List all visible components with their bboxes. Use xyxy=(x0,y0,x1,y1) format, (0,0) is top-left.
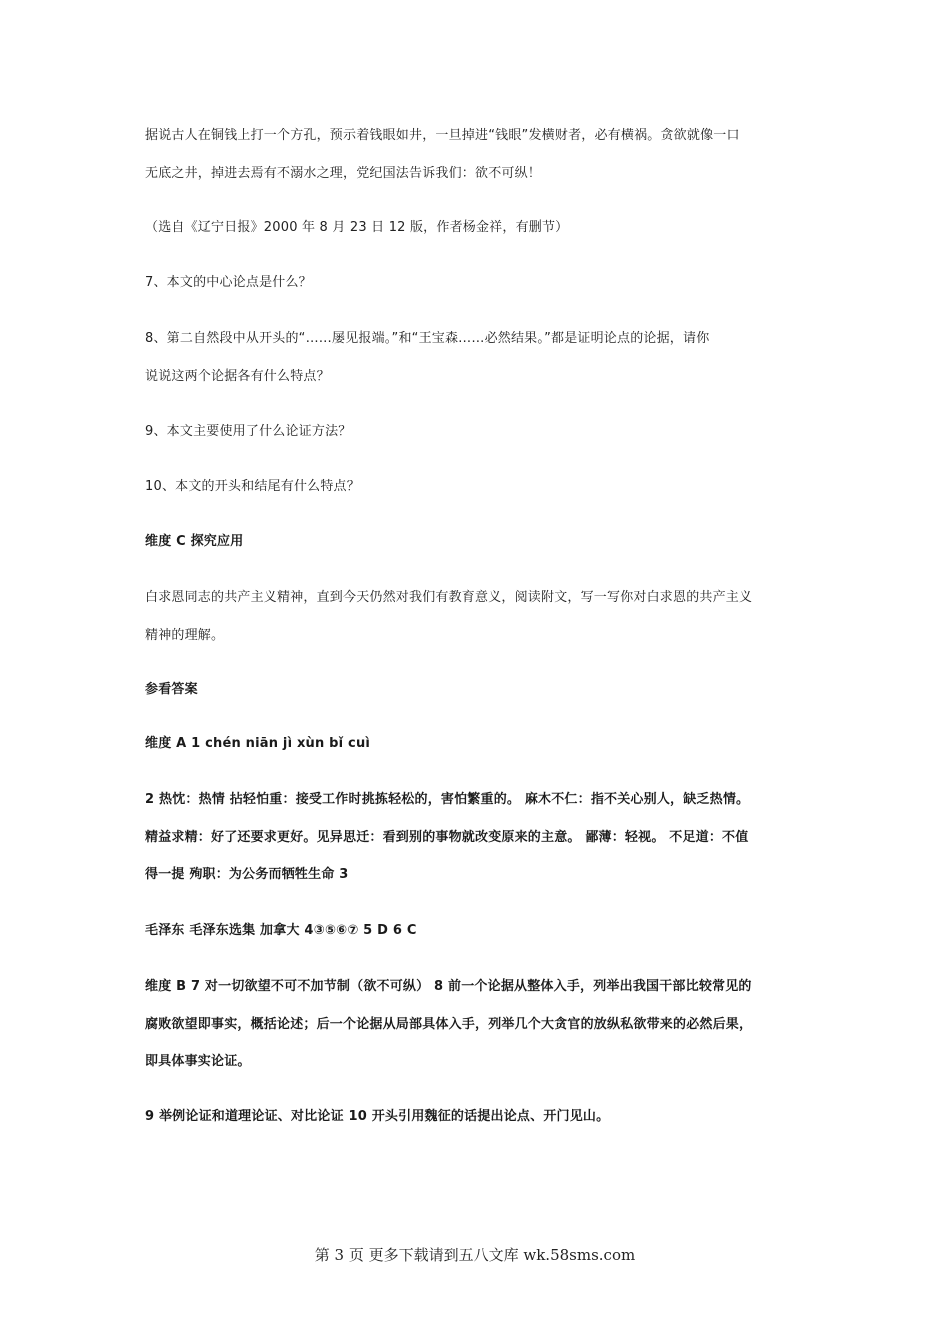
question-7: 7、本文的中心论点是什么？ xyxy=(145,275,312,290)
question-8-line: 说说这两个论据各有什么特点？ xyxy=(145,369,330,384)
answer-line: 2 热忱：热情 拈轻怕重：接受工作时挑拣轻松的，害怕繁重的。 麻木不仁：指不关心别人，缺乏热情。 xyxy=(145,792,750,807)
answer-line: 即具体事实论证。 xyxy=(145,1054,251,1069)
answers-heading: 参看答案 xyxy=(145,682,198,697)
answer-line: 腐败欲望即事实，概括论述；后一个论据从局部具体入手，列举几个大贪官的放纵私欲带来的必然后果， xyxy=(145,1017,753,1032)
paragraph-line: 无底之井，掉进去焉有不溺水之理，党纪国法告诉我们：欲不可纵！ xyxy=(145,166,542,181)
paragraph-line: 白求恩同志的共产主义精神，直到今天仍然对我们有教育意义，阅读附文，写一写你对白求恩的共产主义 xyxy=(145,590,753,605)
answer-line: 维度 A 1 chén niān jì xùn bǐ cuì xyxy=(145,736,371,751)
answer-line: 精益求精：好了还要求更好。见异思迁：看到别的事物就改变原来的主意。 鄙薄：轻视。 不足道：不值 xyxy=(145,830,749,845)
question-8-line: 8、第二自然段中从开头的“……屡见报端。”和“王宝森……必然结果。”都是证明论点的论据，请你 xyxy=(145,331,710,346)
page-footer: 第 3 页 更多下载请到五八文库 wk.58sms.com xyxy=(314,1246,636,1264)
answer-line: 维度 B 7 对一切欲望不可不加节制（欲不可纵） 8 前一个论据从整体入手，列举出我国干部比较常见的 xyxy=(145,979,752,994)
section-heading-dimension-c: 维度 C 探究应用 xyxy=(145,534,244,549)
source-citation: （选自《辽宁日报》2000 年 8 月 23 日 12 版，作者杨金祥，有删节） xyxy=(145,220,569,235)
answer-line: 得一提 殉职：为公务而牺牲生命 3 xyxy=(145,867,349,882)
answer-line: 9 举例论证和道理论证、对比论证 10 开头引用魏征的话提出论点、开门见山。 xyxy=(145,1109,610,1124)
paragraph-line: 据说古人在铜钱上打一个方孔，预示着钱眼如井，一旦掉进“钱眼”发横财者，必有横祸。贪欲就像一口 xyxy=(145,128,740,143)
question-10: 10、本文的开头和结尾有什么特点？ xyxy=(145,479,360,494)
answer-line: 毛泽东 毛泽东选集 加拿大 4③⑤⑥⑦ 5 D 6 C xyxy=(145,923,417,938)
paragraph-line: 精神的理解。 xyxy=(145,628,225,643)
question-9: 9、本文主要使用了什么论证方法？ xyxy=(145,424,352,439)
